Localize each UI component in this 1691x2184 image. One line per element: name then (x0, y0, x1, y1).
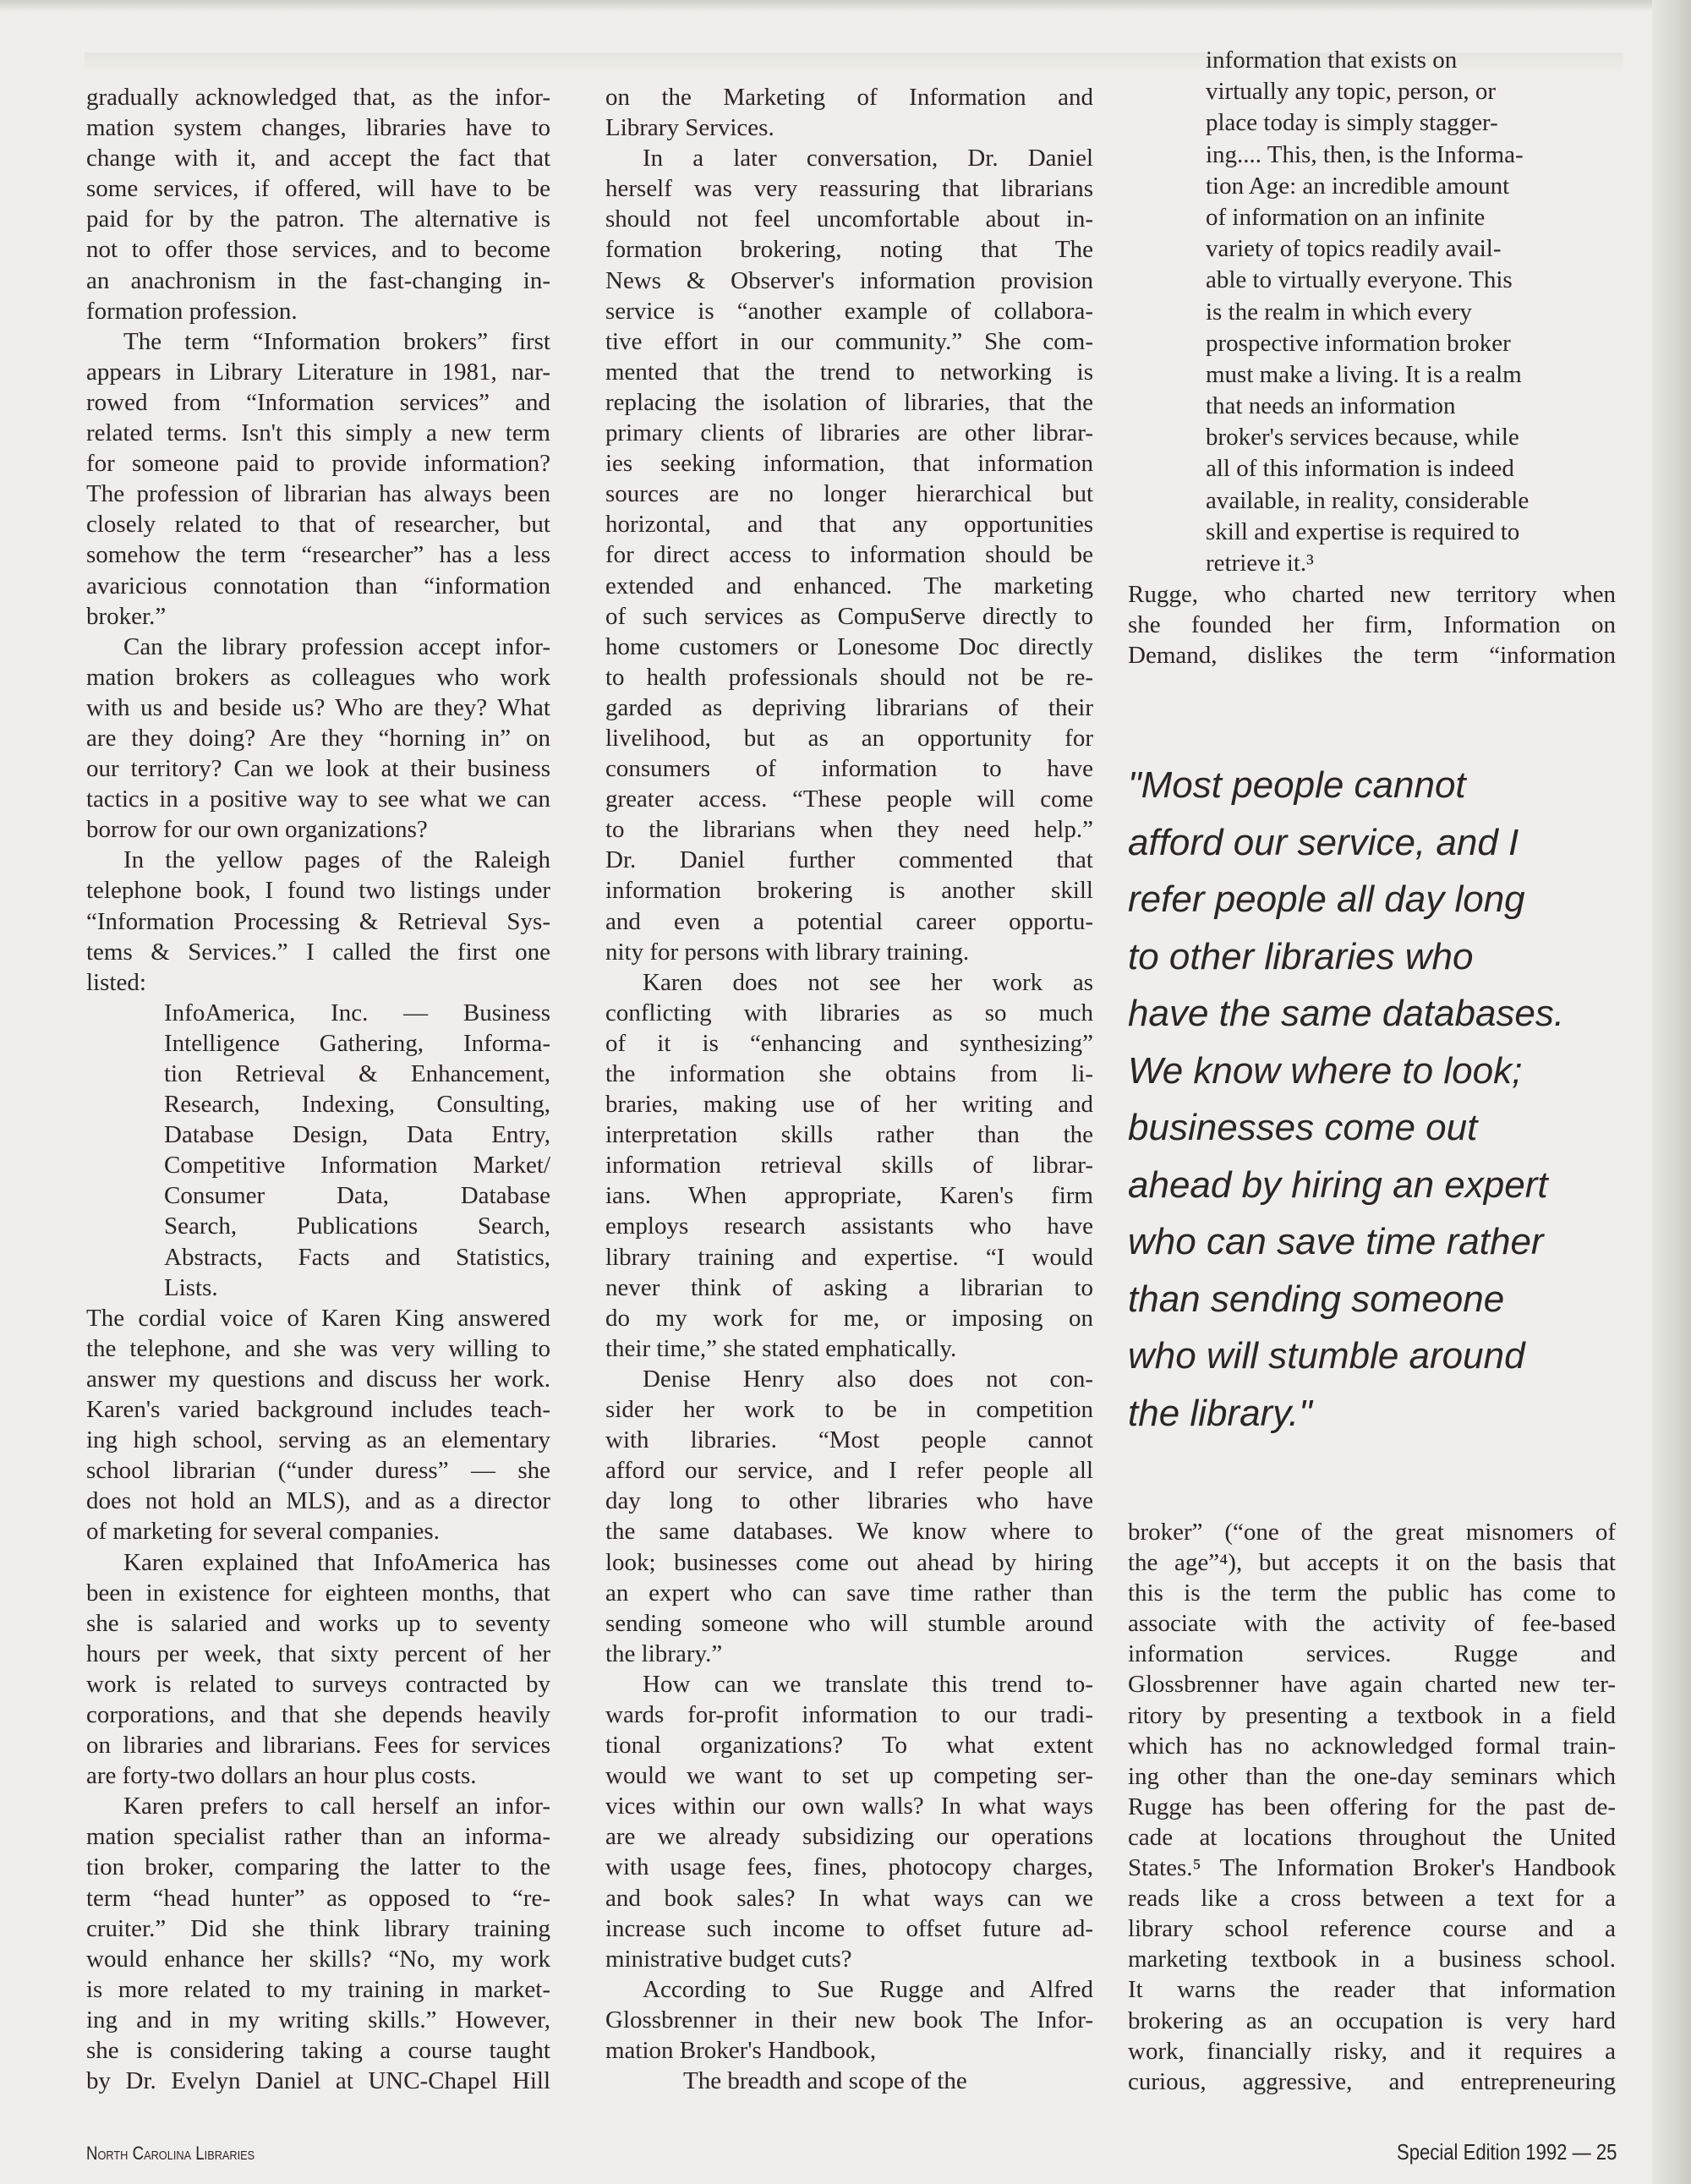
text-line: “Information Processing & Retrieval Sys- (86, 907, 550, 935)
text-line: Search, Publications Search, (164, 1212, 550, 1240)
text-line: Karen's varied background includes teach- (86, 1396, 550, 1424)
text-line: must make a living. It is a realm (1206, 360, 1522, 388)
pull-quote-line: refer people all day long (1128, 879, 1525, 920)
text-line: an expert who can save time rather than (605, 1579, 1093, 1607)
text-line: closely related to that of researcher, but (86, 511, 550, 539)
text-line: she is considering taking a course taught (86, 2037, 550, 2064)
text-line: afford our service, and I refer people all (605, 1457, 1093, 1485)
text-line: ing other than the one-day seminars which (1128, 1762, 1616, 1790)
text-line: of information on an infinite (1206, 203, 1486, 231)
text-line: service is “another example of collabora- (605, 297, 1093, 325)
text-line: mation Broker's Handbook, (605, 2037, 877, 2064)
text-line: gradually acknowledged that, as the infor- (86, 84, 550, 111)
text-column-3-bottom (1128, 1517, 1616, 2097)
text-line: retrieve it.³ (1206, 550, 1314, 577)
text-line: mation specialist rather than an informa- (86, 1823, 550, 1851)
text-line: been in existence for eighteen months, that (86, 1579, 550, 1607)
pull-quote-line: We know where to look; (1128, 1049, 1523, 1092)
text-column-1 (86, 82, 550, 2096)
text-line: an anachronism in the fast-changing in- (86, 266, 550, 294)
text-line: which has no acknowledged formal train- (1128, 1732, 1616, 1760)
text-line: vices within our own walls? In what ways (605, 1793, 1093, 1820)
text-line: and book sales? In what ways can we (605, 1884, 1093, 1912)
text-line: and even a potential career opportu- (605, 907, 1093, 935)
text-column-2 (605, 82, 1093, 2097)
text-line: cade at locations throughout the United (1128, 1823, 1616, 1851)
text-line: consumers of information to have (605, 755, 1093, 783)
text-line: change with it, and accept the fact that (86, 145, 550, 172)
block-quote (86, 998, 550, 1303)
text-line: InfoAmerica, Inc. — Business (164, 999, 550, 1026)
text-line: are they doing? Are they “horning in” on (86, 724, 550, 752)
text-line: horizontal, and that any opportunities (605, 511, 1093, 539)
text-line: Lists. (164, 1273, 218, 1301)
text-line: work is related to surveys contracted by (86, 1670, 550, 1698)
text-line: virtually any topic, person, or (1206, 78, 1497, 106)
text-line: Dr. Daniel further commented that (605, 846, 1093, 874)
text-line: ing and in my writing skills.” However, (86, 2006, 550, 2033)
text-line: associate with the activity of fee-based (1128, 1610, 1616, 1638)
text-line: broker.” (86, 602, 167, 630)
text-line: some services, if offered, will have to be (86, 175, 550, 203)
text-line: the age”⁴), but accepts it on the basis that (1128, 1549, 1616, 1577)
text-line: school librarian (“under duress” — she (86, 1457, 550, 1485)
text-line: home customers or Lonesome Doc directly (605, 632, 1093, 660)
text-line: our territory? Can we look at their business (86, 755, 550, 783)
pull-quote-line: businesses come out (1128, 1107, 1478, 1148)
text-line: curious, aggressive, and entrepreneuring (1128, 2067, 1616, 2095)
text-line: ians. When appropriate, Karen's firm (605, 1182, 1093, 1210)
text-line: sending someone who will stumble around (605, 1609, 1093, 1637)
text-line: nity for persons with library training. (605, 938, 970, 966)
text-line: The term “Information brokers” first (123, 327, 550, 355)
text-line: braries, making use of her writing and (605, 1091, 1093, 1119)
text-line: The breadth and scope of the (683, 2067, 967, 2095)
text-line: prospective information broker (1206, 329, 1511, 357)
text-line: information services. Rugge and (1128, 1640, 1616, 1668)
text-line: broker's services because, while (1206, 424, 1519, 452)
text-line: library school reference course and a (1128, 1915, 1616, 1943)
text-line: Karen explained that InfoAmerica has (123, 1548, 550, 1576)
text-line: interpretation skills rather than the (605, 1121, 1093, 1149)
text-line: work, financially risky, and it requires a (1128, 2037, 1616, 2065)
text-line: Abstracts, Facts and Statistics, (164, 1243, 550, 1271)
text-line: garded as depriving librarians of their (605, 693, 1093, 721)
text-line: hours per week, that sixty percent of her (86, 1639, 550, 1667)
text-line: answer my questions and discuss her work. (86, 1365, 550, 1393)
text-line: of marketing for several companies. (86, 1518, 440, 1546)
paragraph (86, 326, 550, 632)
text-line: ies seeking information, that information (605, 450, 1093, 478)
text-line: day long to other libraries who have (605, 1487, 1093, 1515)
text-line: mation brokers as colleagues who work (86, 663, 550, 691)
text-line: Intelligence Gathering, Informa- (164, 1029, 550, 1057)
pull-quote-line: who will stumble around (1128, 1335, 1525, 1377)
paragraph (605, 1974, 1093, 2066)
pull-quote-line: than sending someone (1128, 1278, 1505, 1320)
text-line: How can we translate this trend to- (643, 1670, 1093, 1698)
paragraph (1128, 579, 1616, 671)
text-line: Karen does not see her work as (643, 968, 1093, 996)
text-line: all of this information is indeed (1206, 455, 1514, 483)
text-line: skill and expertise is required to (1206, 517, 1520, 545)
text-line: tive effort in our community.” She com- (605, 327, 1093, 355)
text-line: of it is “enhancing and synthesizing” (605, 1029, 1093, 1057)
text-line: The profession of librarian has always been (86, 480, 550, 508)
text-line: tems & Services.” I called the first one (86, 938, 550, 966)
text-line: the information she obtains from li- (605, 1060, 1093, 1087)
text-line: ing high school, serving as an elementary (86, 1426, 550, 1454)
text-line: primary clients of libraries are other librar- (605, 419, 1093, 447)
text-line: conflicting with libraries as so much (605, 999, 1093, 1026)
paragraph (605, 82, 1093, 143)
text-line: information brokering is another skill (605, 877, 1093, 905)
text-line: by Dr. Evelyn Daniel at UNC-Chapel Hill (86, 2067, 550, 2095)
paragraph (1128, 1517, 1616, 2097)
text-line: she founded her firm, Information on (1128, 611, 1616, 639)
text-line: sider her work to be in competition (605, 1396, 1093, 1424)
text-line: Can the library profession accept infor- (123, 632, 550, 660)
text-line: cruiter.” Did she think library training (86, 1914, 550, 1942)
text-line: on the Marketing of Information and (605, 84, 1093, 111)
text-line: employs research assistants who have (605, 1212, 1093, 1240)
text-line: for someone paid to provide information? (86, 450, 550, 478)
paragraph (86, 1791, 550, 2096)
text-line: Library Services. (605, 114, 774, 142)
text-line: borrow for our own organizations? (86, 816, 428, 844)
text-line: are we already subsidizing our operations (605, 1823, 1093, 1851)
text-line: marketing textbook in a business school. (1128, 1946, 1616, 1973)
page-edge (1652, 0, 1691, 2184)
text-line: greater access. “These people will come (605, 785, 1093, 813)
text-line: tion Retrieval & Enhancement, (164, 1060, 550, 1087)
text-line: tion broker, comparing the latter to the (86, 1853, 550, 1881)
text-column-3-top (1128, 45, 1616, 671)
text-line: term “head hunter” as opposed to “re- (86, 1884, 550, 1912)
text-line: are forty-two dollars an hour plus costs. (86, 1762, 477, 1790)
text-line: formation profession. (86, 297, 298, 325)
text-line: brokering as an occupation is very hard (1128, 2006, 1616, 2034)
text-line: is more related to my training in market- (86, 1975, 550, 2003)
paragraph (86, 1303, 550, 1547)
text-line: ritory by presenting a textbook in a field (1128, 1701, 1616, 1729)
text-line: variety of topics readily avail- (1206, 235, 1502, 263)
pull-quote (1128, 757, 1635, 1442)
text-line: extended and enhanced. The marketing (605, 572, 1093, 599)
text-line: appears in Library Literature in 1981, nar- (86, 358, 550, 386)
text-line: reads like a cross between a text for a (1128, 1885, 1616, 1913)
paragraph (86, 82, 550, 326)
pull-quote-line: have the same databases. (1128, 993, 1565, 1034)
text-line: tactics in a positive way to see what we can (86, 785, 550, 813)
block-quote (605, 2066, 1093, 2097)
text-line: livelihood, but as an opportunity for (605, 724, 1093, 752)
text-line: listed: (86, 968, 146, 996)
text-line: States.⁵ The Information Broker's Handbook (1128, 1854, 1616, 1882)
text-line: tion Age: an incredible amount (1206, 172, 1510, 200)
paragraph (86, 632, 550, 846)
text-line: broker” (“one of the great misnomers of (1128, 1519, 1616, 1546)
pull-quote-line: ahead by hiring an expert (1128, 1163, 1548, 1206)
paragraph (605, 143, 1093, 967)
text-line: Research, Indexing, Consulting, (164, 1091, 550, 1119)
text-line: would enhance her skills? “No, my work (86, 1945, 550, 1973)
paragraph (605, 1364, 1093, 1669)
text-line: mation system changes, libraries have to (86, 114, 550, 142)
block-quote (1128, 45, 1616, 579)
text-line: able to virtually everyone. This (1206, 266, 1513, 294)
text-line: replacing the isolation of libraries, that the (605, 388, 1093, 416)
text-line: on libraries and librarians. Fees for services (86, 1732, 550, 1760)
text-line: information that exists on (1206, 47, 1458, 74)
text-line: ing.... This, then, is the Informa- (1206, 140, 1524, 168)
text-line: does not hold an MLS), and as a director (86, 1487, 550, 1515)
text-line: The cordial voice of Karen King answered (86, 1304, 550, 1332)
pull-quote-line: the library." (1128, 1392, 1312, 1434)
text-line: somehow the term “researcher” has a less (86, 541, 550, 569)
text-line: the library.” (605, 1639, 723, 1667)
text-line: to health professionals should not be re- (605, 663, 1093, 691)
text-line: not to offer those services, and to become (86, 236, 550, 264)
text-line: to the librarians when they need help.” (605, 816, 1093, 844)
text-line: the same databases. We know where to (605, 1518, 1093, 1546)
text-line: look; businesses come out ahead by hiring (605, 1548, 1093, 1576)
footer-publication-name: North Carolina Libraries (86, 2143, 255, 2164)
text-line: sources are no longer hierarchical but (605, 480, 1093, 508)
text-line: avaricious connotation than “information (86, 572, 550, 599)
text-line: do my work for me, or imposing on (605, 1304, 1093, 1332)
text-line: available, in reality, considerable (1206, 486, 1530, 514)
pull-quote-line: afford our service, and I (1128, 821, 1519, 863)
text-line: tional organizations? To what extent (605, 1732, 1093, 1760)
text-line: mented that the trend to networking is (605, 358, 1093, 386)
text-line: place today is simply stagger- (1206, 109, 1498, 137)
text-line: should not feel uncomfortable about in- (605, 205, 1093, 233)
text-line: Rugge has been offering for the past de- (1128, 1793, 1616, 1820)
text-line: is the realm in which every (1206, 298, 1472, 326)
text-line: Consumer Data, Database (164, 1182, 550, 1210)
text-line: In the yellow pages of the Raleigh (123, 846, 550, 874)
text-line: increase such income to offset future ad- (605, 1914, 1093, 1942)
text-line: Karen prefers to call herself an infor- (123, 1793, 550, 1820)
paragraph (86, 845, 550, 997)
paragraph (605, 967, 1093, 1364)
text-line: library training and expertise. “I would (605, 1243, 1093, 1271)
text-line: It warns the reader that information (1128, 1976, 1616, 2004)
scan-shadow (0, 0, 1691, 12)
text-line: she is salaried and works up to seventy (86, 1609, 550, 1637)
text-line: formation brokering, noting that The (605, 236, 1093, 264)
text-line: wards for-profit information to our tradi- (605, 1700, 1093, 1728)
text-line: corporations, and that she depends heavily (86, 1700, 550, 1728)
text-line: Glossbrenner have again charted new ter- (1128, 1671, 1616, 1699)
paragraph (86, 1547, 550, 1792)
text-line: ministrative budget cuts? (605, 1945, 852, 1973)
text-line: their time,” she stated emphatically. (605, 1334, 957, 1362)
text-line: that needs an information (1206, 392, 1456, 420)
text-line: for direct access to information should be (605, 541, 1093, 569)
paragraph (605, 1669, 1093, 1974)
text-line: Demand, dislikes the term “information (1128, 642, 1616, 670)
pull-quote-line: to other libraries who (1128, 935, 1474, 977)
text-line: with us and beside us? Who are they? What (86, 693, 550, 721)
text-line: herself was very reassuring that librarians (605, 175, 1093, 203)
text-line: rowed from “Information services” and (86, 388, 550, 416)
text-line: information retrieval skills of librar- (605, 1152, 1093, 1180)
text-line: telephone book, I found two listings under (86, 877, 550, 905)
text-line: According to Sue Rugge and Alfred (643, 1975, 1093, 2003)
text-line: would we want to set up competing ser- (605, 1762, 1093, 1790)
text-line: Denise Henry also does not con- (643, 1365, 1093, 1393)
text-line: related terms. Isn't this simply a new term (86, 419, 550, 447)
text-line: of such services as CompuServe directly to (605, 602, 1093, 630)
text-line: Database Design, Data Entry, (164, 1121, 550, 1149)
text-line: Rugge, who charted new territory when (1128, 581, 1616, 609)
text-line: this is the term the public has come to (1128, 1579, 1616, 1607)
text-line: with usage fees, fines, photocopy charges, (605, 1853, 1093, 1881)
pull-quote-line: "Most people cannot (1128, 764, 1466, 806)
text-line: Competitive Information Market/ (164, 1152, 550, 1180)
text-line: never think of asking a librarian to (605, 1273, 1093, 1301)
text-line: News & Observer's information provision (605, 266, 1093, 294)
text-line: Glossbrenner in their new book The Infor- (605, 2006, 1093, 2033)
pull-quote-line: who can save time rather (1128, 1221, 1544, 1262)
text-line: In a later conversation, Dr. Daniel (643, 145, 1093, 172)
text-line: the telephone, and she was very willing to (86, 1334, 550, 1362)
text-line: with libraries. “Most people cannot (605, 1426, 1093, 1454)
text-line: paid for by the patron. The alternative is (86, 205, 550, 233)
footer-issue-page: Special Edition 1992 — 25 (1396, 2139, 1617, 2165)
